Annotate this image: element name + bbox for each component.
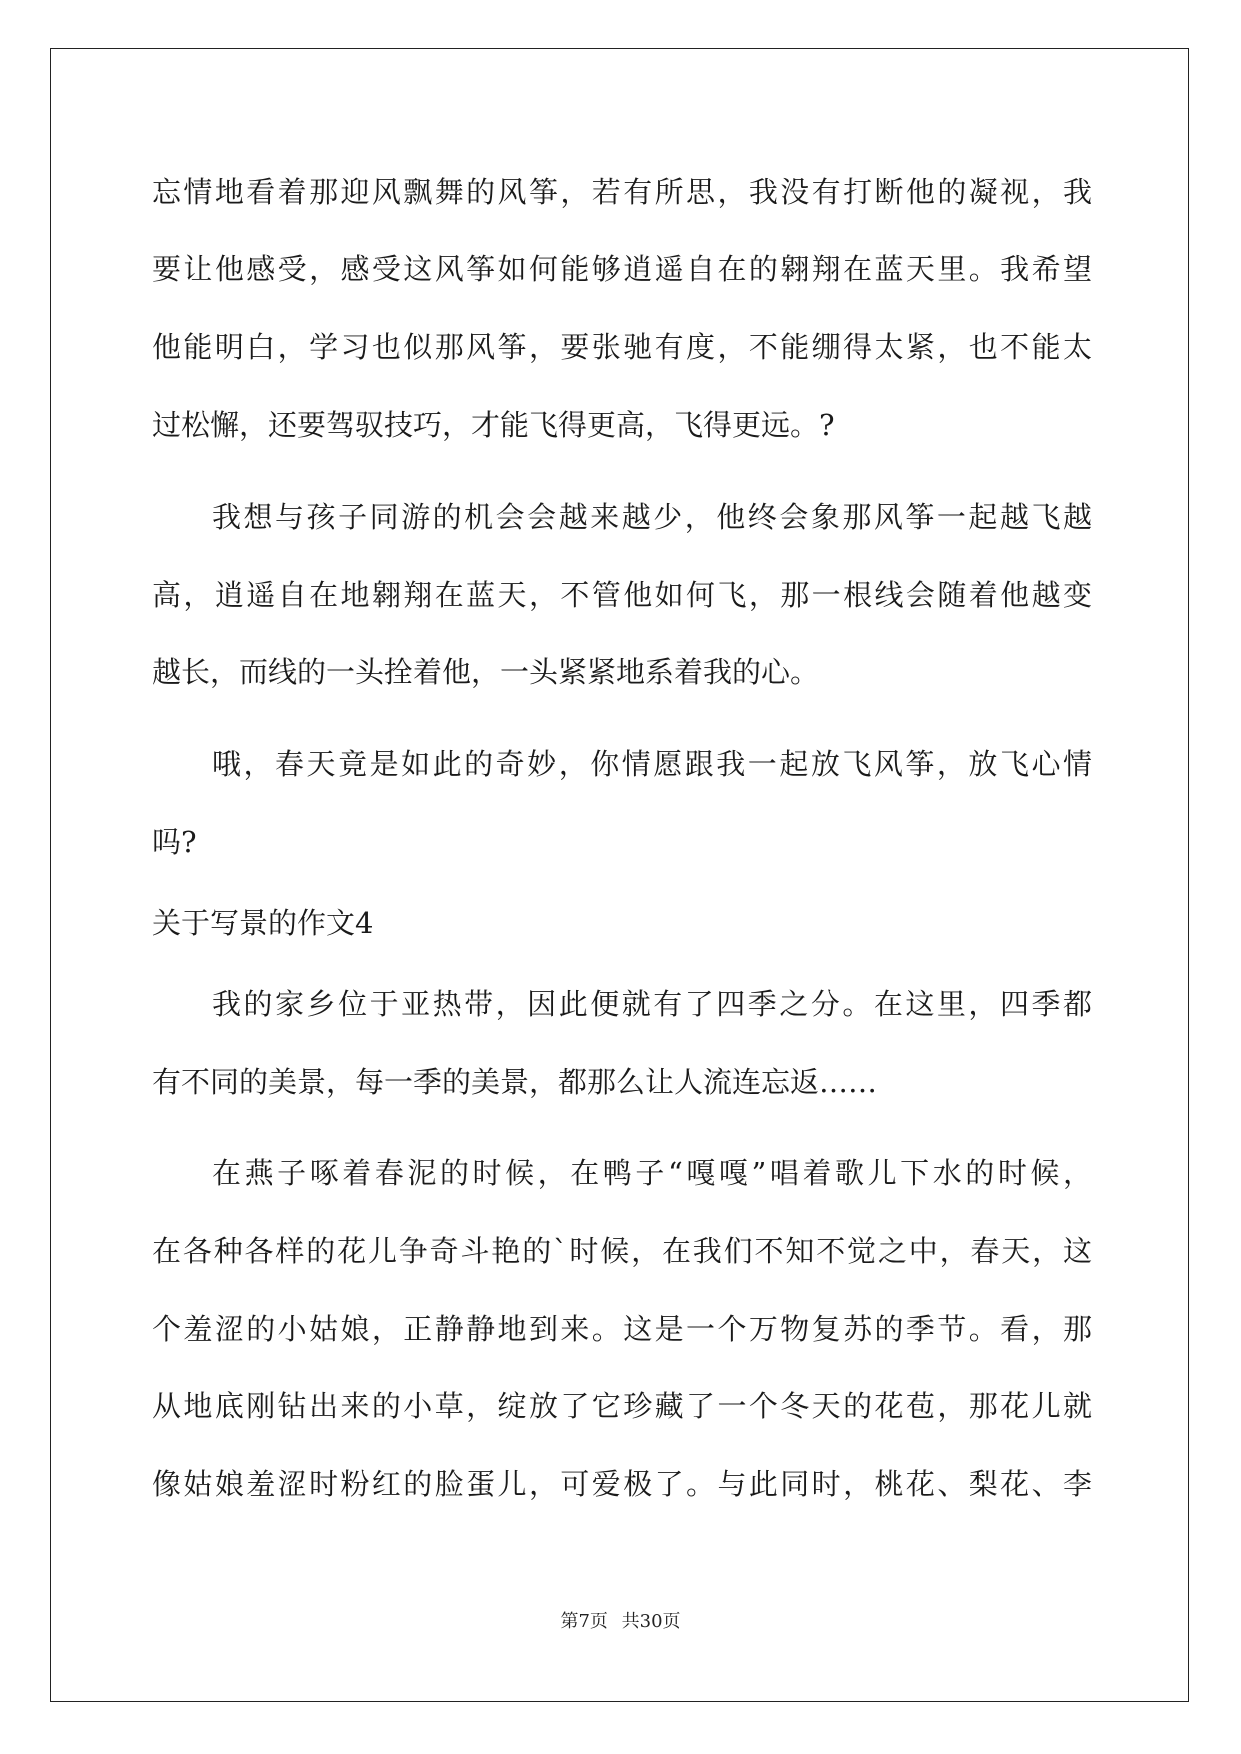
section-heading: 关于写景的作文4 [152, 906, 374, 940]
text-line: 像姑娘羞涩时粉红的脸蛋儿，可爱极了。与此同时，桃花、梨花、李 [152, 1467, 1092, 1501]
text-line: 我想与孩子同游的机会会越来越少，他终会象那风筝一起越飞越 [212, 500, 1092, 534]
page-total: 共30页 [621, 1611, 681, 1632]
page-border [50, 48, 1189, 1702]
page-footer [0, 1610, 1241, 1634]
text-line: 过松懈，还要驾驭技巧，才能飞得更高，飞得更远。? [152, 408, 835, 442]
text-line: 有不同的美景，每一季的美景，都那么让人流连忘返…… [152, 1065, 878, 1099]
text-line: 哦，春天竟是如此的奇妙，你情愿跟我一起放飞风筝，放飞心情 [212, 747, 1092, 781]
text-line: 要让他感受，感受这风筝如何能够逍遥自在的翱翔在蓝天里。我希望 [152, 252, 1092, 286]
text-line: 越长，而线的一头拴着他，一头紧紧地系着我的心。 [152, 655, 820, 689]
text-line: 忘情地看着那迎风飘舞的风筝，若有所思，我没有打断他的凝视，我 [152, 175, 1092, 209]
text-line: 在各种各样的花儿争奇斗艳的`时候，在我们不知不觉之中，春天，这 [152, 1234, 1092, 1268]
text-line: 从地底刚钻出来的小草，绽放了它珍藏了一个冬天的花苞，那花儿就 [152, 1389, 1092, 1423]
text-line: 吗? [152, 825, 197, 859]
text-line: 高，逍遥自在地翱翔在蓝天，不管他如何飞，那一根线会随着他越变 [152, 578, 1092, 612]
text-line: 在燕子啄着春泥的时候，在鸭子“嘎嘎”唱着歌儿下水的时候， [212, 1156, 1092, 1190]
text-line: 他能明白，学习也似那风筝，要张驰有度，不能绷得太紧，也不能太 [152, 330, 1092, 364]
text-line: 个羞涩的小姑娘，正静静地到来。这是一个万物复苏的季节。看，那 [152, 1312, 1092, 1346]
page-number: 第7页 [560, 1611, 608, 1632]
text-line: 我的家乡位于亚热带，因此便就有了四季之分。在这里，四季都 [212, 987, 1092, 1021]
